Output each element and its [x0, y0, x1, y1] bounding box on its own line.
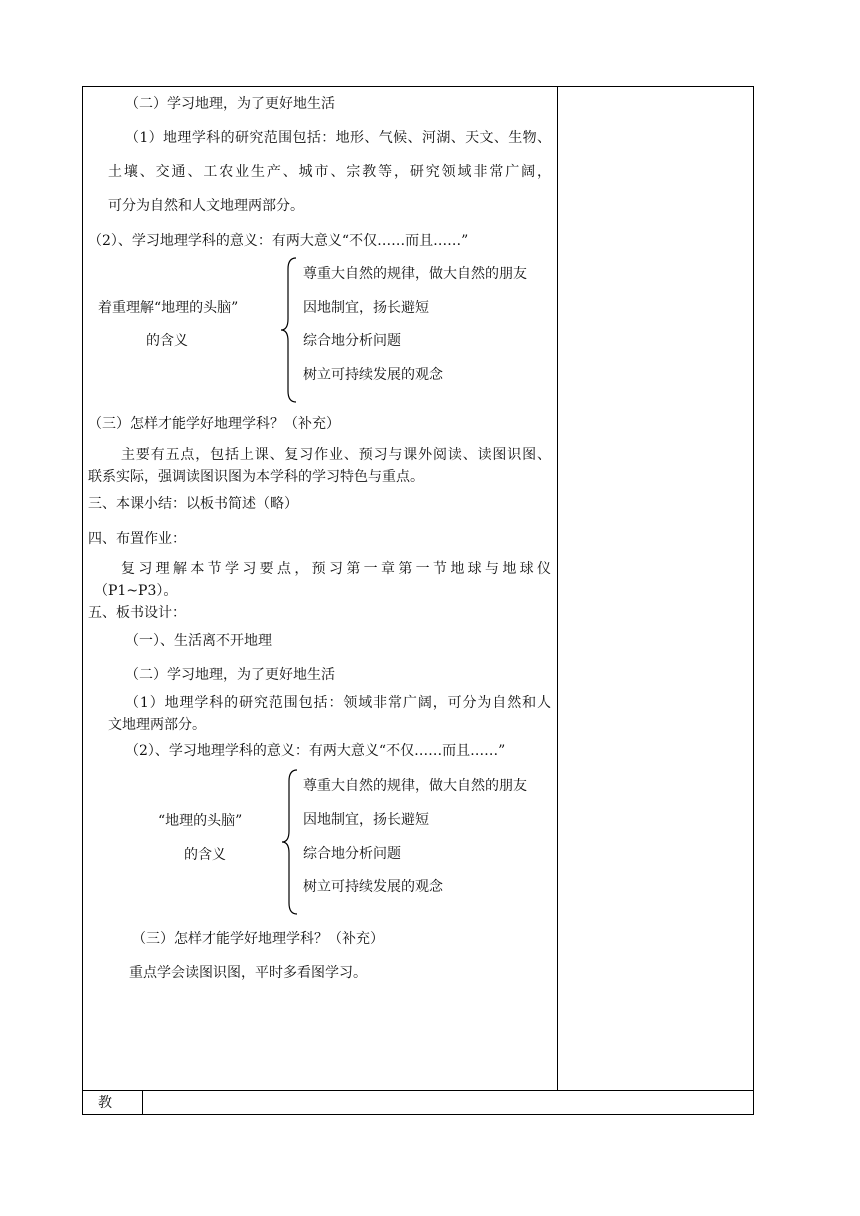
brace2-item-3: 综合地分析问题: [303, 846, 401, 862]
brace1-item-4: 树立可持续发展的观念: [303, 367, 443, 383]
section-2-para1-line2: 土壤、交通、工农业生产、城市、宗教等，研究领域非常广阔，: [108, 164, 551, 180]
brace2-left-line2: 的含义: [184, 847, 226, 863]
brace1-item-2: 因地制宜，扬长避短: [303, 300, 429, 316]
brace1-left-line2: 的含义: [146, 333, 188, 349]
brace1-left-line1: 着重理解“地理的头脑”: [98, 300, 239, 316]
board-design-title: 五、板书设计：: [88, 605, 186, 621]
brace2-item-2: 因地制宜，扬长避短: [303, 812, 429, 828]
brace2-item-4: 树立可持续发展的观念: [303, 879, 443, 895]
board-item-3-line1: （1）地理学科的研究范围包括：领域非常广阔，可分为自然和人: [125, 695, 551, 711]
row-divider: [82, 1090, 754, 1091]
brace1-curly-brace: [280, 257, 300, 403]
lesson-summary: 三、本课小结：以板书简述（略）: [88, 496, 298, 512]
homework-line1: 复习理解本节学习要点，预习第一章第一节地球与地球仪: [121, 561, 551, 577]
board-item-3-line2: 文地理两部分。: [108, 717, 206, 733]
footer-cell-divider: [142, 1090, 143, 1115]
brace2-item-1: 尊重大自然的规律，做大自然的朋友: [303, 778, 527, 794]
brace1-item-3: 综合地分析问题: [303, 333, 401, 349]
homework-title: 四、布置作业：: [88, 531, 186, 547]
board-item-6: 重点学会读图识图，平时多看图学习。: [129, 965, 367, 981]
board-item-1: （一）、生活离不开地理: [125, 633, 272, 649]
brace2-curly-brace: [281, 769, 301, 915]
footer-cell-label: 教: [98, 1095, 112, 1111]
section-2-para1-line3: 可分为自然和人文地理两部分。: [108, 198, 304, 214]
section-3-para-line2: 联系实际，强调读图识图为本学科的学习特色与重点。: [88, 469, 424, 485]
column-divider: [557, 86, 558, 1091]
brace2-left-line1: “地理的头脑”: [158, 813, 243, 829]
board-item-4: （2）、学习地理学科的意义：有两大意义“不仅……而且……”: [125, 743, 506, 759]
board-item-5: （三）怎样才能学好地理学科？（补充）: [132, 931, 384, 947]
section-3-para-line1: 主要有五点，包括上课、复习作业、预习与课外阅读、读图识图、: [121, 447, 551, 463]
board-item-2: （二）学习地理，为了更好地生活: [125, 667, 335, 683]
section-2-para1-line1: （1）地理学科的研究范围包括：地形、气候、河湖、天文、生物、: [125, 130, 551, 146]
section-3-title: （三）怎样才能学好地理学科？（补充）: [88, 416, 340, 432]
brace1-item-1: 尊重大自然的规律，做大自然的朋友: [303, 266, 527, 282]
section-2-para2: （2）、学习地理学科的意义：有两大意义“不仅……而且……”: [88, 233, 469, 249]
section-2-title: （二）学习地理，为了更好地生活: [125, 96, 335, 112]
homework-line2: （P1~P3）。: [94, 583, 178, 599]
